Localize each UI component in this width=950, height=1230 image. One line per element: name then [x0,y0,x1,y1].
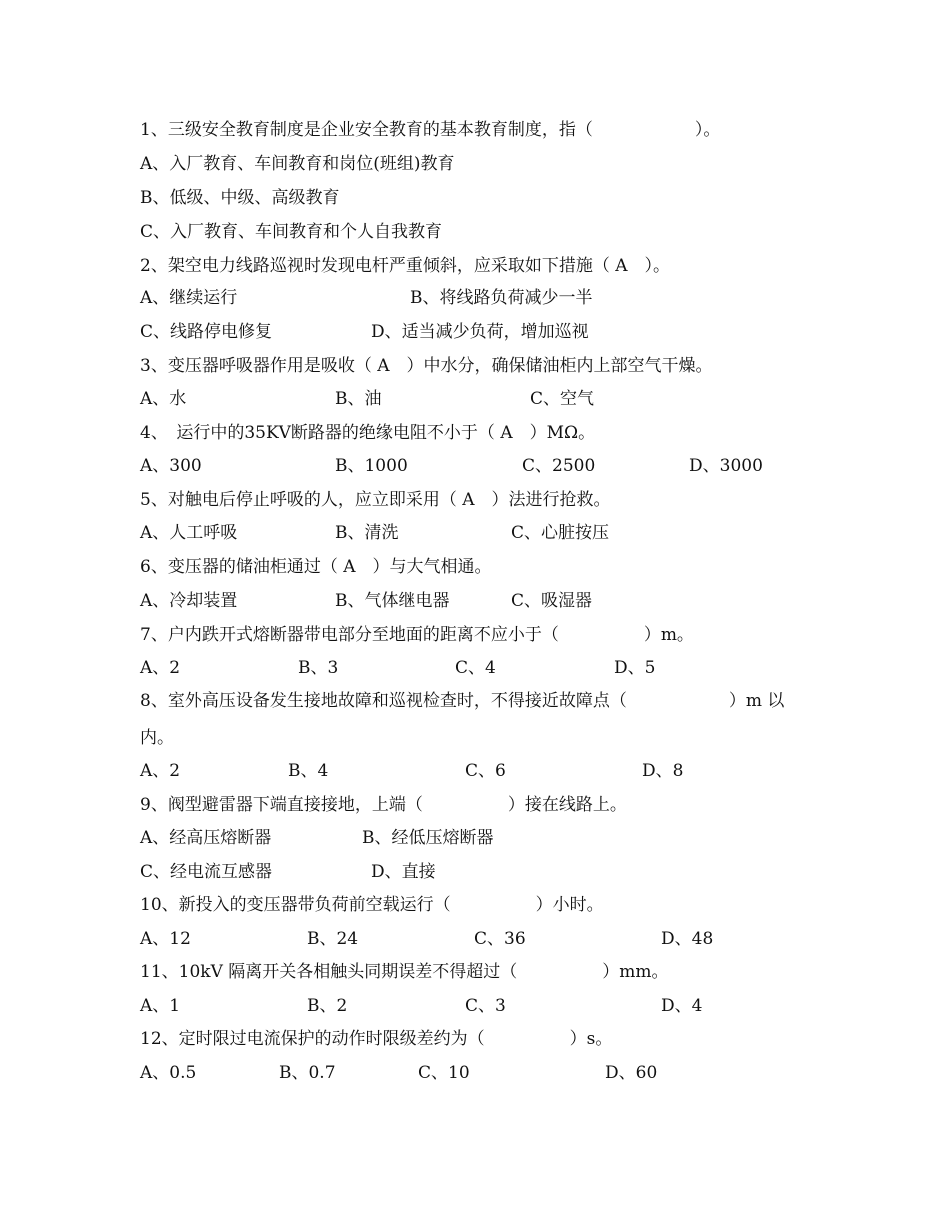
question-8-option-b: B、4 [288,761,329,781]
question-4-stem: 4、 运行中的35KV断路器的绝缘电阻不小于（ A ）MΩ。 [140,423,596,443]
question-12-option-c: C、10 [418,1063,470,1083]
question-7-option-d: D、5 [614,658,656,678]
question-12-stem: 12、定时限过电流保护的动作时限级差约为（ ）s。 [140,1029,613,1049]
question-6-stem: 6、变压器的储油柜通过（ A ）与大气相通。 [140,557,492,577]
question-3-option-c: C、空气 [530,389,595,409]
question-11-option-b: B、2 [307,996,348,1016]
question-9-option-a: A、经高压熔断器 [140,828,272,848]
question-7-option-a: A、2 [140,658,181,678]
question-3-stem: 3、变压器呼吸器作用是吸收（ A ）中水分，确保储油柜内上部空气干燥。 [140,356,713,376]
question-4-option-a: A、300 [140,456,202,476]
question-5-option-c: C、心脏按压 [511,523,610,543]
question-7-option-c: C、4 [455,658,496,678]
question-4-option-c: C、2500 [522,456,596,476]
question-1-stem: 1、三级安全教育制度是企业安全教育的基本教育制度，指（ ）。 [140,120,721,140]
question-5-option-b: B、清洗 [335,523,399,543]
question-1-option-c: C、入厂教育、车间教育和个人自我教育 [140,222,443,242]
question-7-option-b: B、3 [298,658,339,678]
question-3-option-a: A、水 [140,389,187,409]
question-2-option-b: B、将线路负荷减少一半 [410,288,593,308]
question-2-option-d: D、适当减少负荷，增加巡视 [371,322,589,342]
question-11-option-a: A、1 [140,996,181,1016]
question-1-option-b: B、低级、中级、高级教育 [140,188,340,208]
question-11-option-c: C、3 [465,996,506,1016]
question-9-option-c: C、经电流互感器 [140,862,273,882]
question-9-option-d: D、直接 [371,862,436,882]
question-8-option-a: A、2 [140,761,181,781]
question-10-option-b: B、24 [307,929,359,949]
question-4-option-d: D、3000 [689,456,763,476]
question-12-option-a: A、0.5 [140,1063,197,1083]
question-10-option-d: D、48 [661,929,714,949]
question-10-stem: 10、新投入的变压器带负荷前空载运行（ ）小时。 [140,895,604,915]
question-10-option-a: A、12 [140,929,191,949]
question-8-option-d: D、8 [642,761,684,781]
question-9-stem: 9、阀型避雷器下端直接接地，上端（ ）接在线路上。 [140,795,627,815]
question-7-stem: 7、户内跌开式熔断器带电部分至地面的距离不应小于（ ）m。 [140,625,694,645]
question-10-option-c: C、36 [474,929,526,949]
question-8-stem: 8、室外高压设备发生接地故障和巡视检查时，不得接近故障点（ ）m 以 [140,691,785,711]
question-12-option-b: B、0.7 [279,1063,336,1083]
question-6-option-c: C、吸湿器 [511,591,593,611]
question-1-option-a: A、入厂教育、车间教育和岗位(班组)教育 [140,154,455,174]
question-9-option-b: B、经低压熔断器 [362,828,494,848]
question-5-option-a: A、人工呼吸 [140,523,238,543]
question-8-stem-continued: 内。 [140,728,174,748]
question-2-stem: 2、架空电力线路巡视时发现电杆严重倾斜，应采取如下措施（ A ）。 [140,256,670,276]
question-6-option-a: A、冷却装置 [140,591,238,611]
question-11-option-d: D、4 [661,996,703,1016]
question-3-option-b: B、油 [335,389,382,409]
question-2-option-c: C、线路停电修复 [140,322,273,342]
question-8-option-c: C、6 [465,761,506,781]
question-5-stem: 5、对触电后停止呼吸的人，应立即采用（ A ）法进行抢救。 [140,490,611,510]
question-6-option-b: B、气体继电器 [335,591,450,611]
question-2-option-a: A、继续运行 [140,288,238,308]
question-12-option-d: D、60 [605,1063,658,1083]
question-4-option-b: B、1000 [335,456,408,476]
question-11-stem: 11、10kV 隔离开关各相触头同期误差不得超过（ ）mm。 [140,962,669,982]
